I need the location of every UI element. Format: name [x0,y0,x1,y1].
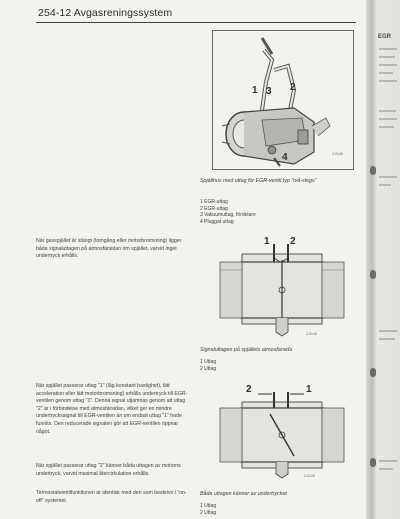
port-label-1: 1 [264,236,270,247]
text-line [379,184,391,186]
binding-hole [370,166,376,175]
throttle-housing-illustration [202,30,354,170]
legend-item: 3 Vakuumuttag, fördelare [200,212,256,219]
label-3: 3 [266,86,272,97]
page-header: 254-12 Avgasreningssystem [38,7,173,19]
text-line [379,126,394,128]
text-line [379,176,397,178]
paragraph-thermostat: Termostatventilfunktionen är identisk med den som beskrivs i "on-off" systemet. [36,490,187,504]
figure-3-caption: Båda uttagen känner av undertrycket [200,491,287,497]
figure-2-legend [200,359,216,372]
legend-item: 2 Uttag [200,365,217,372]
figure-signal-ports [200,236,360,340]
label-4: 4 [282,152,288,163]
text-line [379,118,397,120]
paragraph-port-2: När spjället passerar uttag "2" känner båda uttagen av motorns undertryck, varvid maximal återcirkulation erhålls. [36,463,181,477]
label-1: 1 [252,85,258,96]
text-line [379,56,395,58]
figure-throttle-housing [202,30,354,170]
figure-code: 2-0148 [304,474,315,478]
port-label-1: 1 [306,384,312,395]
figure-code: 2-0146 [306,332,317,336]
text-line [379,330,397,332]
text-line [379,110,396,112]
text-line [379,48,397,50]
header-rule [36,22,356,23]
paragraph-closed-throttle: När gasspjället är stängt (tomgång eller motorbromsning) ligger båda signaluttagen på atmosfärsidan om spjället, varvid inget undertryck erhålls. [36,238,182,260]
adjacent-page-strip [366,0,400,519]
label-2: 2 [290,82,296,93]
text-line [379,72,393,74]
binding-hole [370,368,376,377]
paragraph-port-1: När spjället passerar uttag "1" (låg konstant hastighet), lätt acceleration eller lätt motorbromsning) erhålls undertryck till EGR-ventilen genom uttag "1". Denna signal utjämnas genom att uttag "2" är i förbindelse med atmosfärsidan, vilket ger en mindre undertryckssignal till EGR-ventilen än om endast uttag "1" hade funnits. Den reducerade signalen gör att EGR-ventilen öppnar något. [36,383,188,435]
text-line [379,338,395,340]
figure-code: 2-0146 [332,152,343,156]
binding-hole [370,458,376,467]
text-line [379,468,393,470]
both-ports-illustration [200,380,360,480]
signal-ports-illustration [200,240,360,340]
port-label-2: 2 [290,236,296,247]
figure-2-caption: Signaluttagen på spjällets atmosfärsida [200,347,293,353]
figure-both-ports [200,380,360,480]
legend-item: 4 Pluggat uttag [200,218,234,225]
figure-3-legend [200,503,216,516]
binding-hole [370,270,376,279]
text-line [379,460,397,462]
port-label-2: 2 [246,384,252,395]
text-line [379,80,397,82]
legend-item: 2 EGR-uttag [200,205,228,212]
figure-1-legend [200,199,256,225]
text-line [379,64,397,66]
legend-item: 1 Uttag [200,359,217,365]
legend-item: 1 Uttag [200,503,217,509]
adjacent-page-heading: EGR [378,34,392,40]
legend-item: 1 EGR-uttag [200,199,228,205]
figure-1-caption: Spjällhus med uttag för EGR-ventil typ "två-stegs" [200,178,317,184]
legend-item: 2 Uttag [200,509,217,516]
